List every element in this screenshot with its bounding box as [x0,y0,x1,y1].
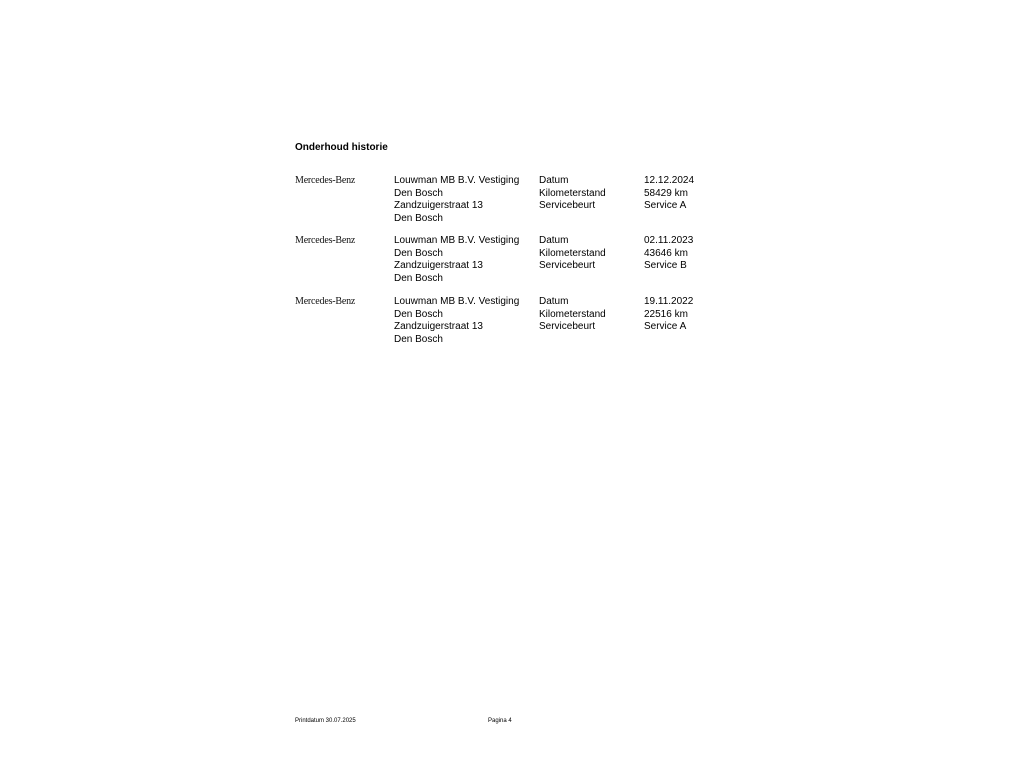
dealer-city: Den Bosch [394,212,443,224]
value-km: 58429 km [644,187,688,199]
value-service: Service A [644,321,687,333]
label-date: Datum [539,296,569,307]
brand-logo: Mercedes-Benz [295,296,356,307]
dealer-street: Zandzuigerstraat 13 [394,321,483,333]
value-km: 43646 km [644,247,688,259]
field-labels [539,296,606,334]
page-number: Pagina 4 [488,718,512,724]
brand-logo: Mercedes-Benz [295,175,356,186]
dealer-address [394,235,534,285]
dealer-address [394,296,534,346]
value-service: Service B [644,260,687,272]
dealer-street: Zandzuigerstraat 13 [394,260,483,272]
service-entry [295,296,715,352]
label-km: Kilometerstand [539,187,606,199]
dealer-name: Louwman MB B.V. Vestiging Den Bosch [394,296,520,320]
dealer-city: Den Bosch [394,333,443,345]
dealer-name: Louwman MB B.V. Vestiging Den Bosch [394,235,520,259]
field-values [644,296,693,334]
dealer-name: Louwman MB B.V. Vestiging Den Bosch [394,175,520,199]
label-service: Servicebeurt [539,200,596,212]
label-service: Servicebeurt [539,321,596,333]
value-date: 19.11.2022 [644,296,694,307]
dealer-street: Zandzuigerstraat 13 [394,200,483,212]
label-km: Kilometerstand [539,247,606,259]
label-service: Servicebeurt [539,260,596,272]
brand-logo: Mercedes-Benz [295,235,356,246]
value-service: Service A [644,200,687,212]
section-title: Onderhoud historie [295,142,388,153]
service-entry [295,175,715,231]
dealer-city: Den Bosch [394,272,443,284]
label-date: Datum [539,235,569,246]
field-labels [539,235,606,273]
field-values [644,175,694,213]
value-date: 02.11.2023 [644,235,694,246]
label-date: Datum [539,175,569,186]
value-km: 22516 km [644,308,688,320]
label-km: Kilometerstand [539,308,606,320]
value-date: 12.12.2024 [644,175,695,186]
field-labels [539,175,606,213]
dealer-address [394,175,534,225]
print-date: Printdatum 30.07.2025 [295,718,356,724]
service-entry [295,235,715,291]
field-values [644,235,693,273]
